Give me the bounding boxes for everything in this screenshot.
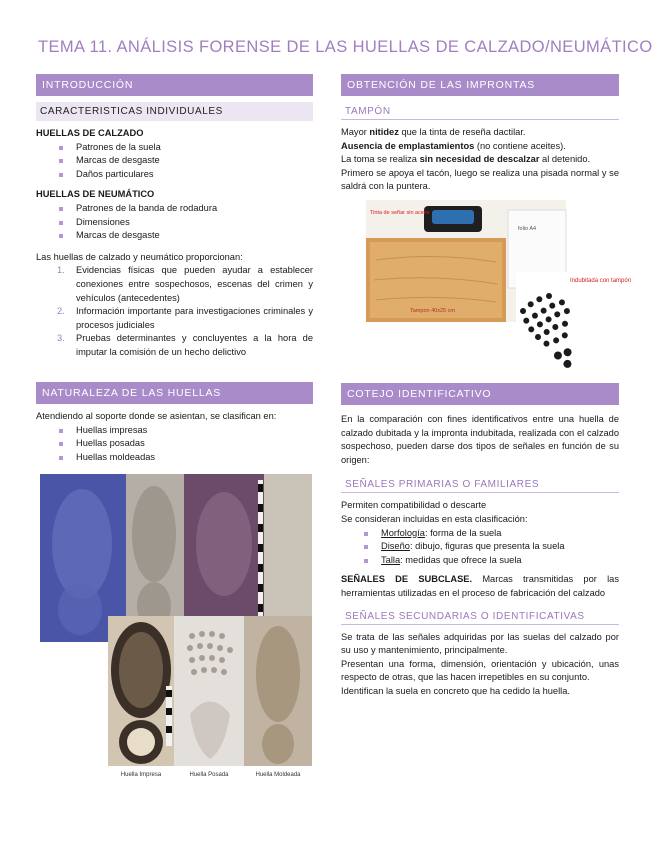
primarias-line-2: Se consideran incluidas en esta clasificación:	[341, 513, 528, 524]
subclase-text: SEÑALES DE SUBCLASE. Marcas transmitidas por las herramientas utilizadas en el proceso de fabricación del calzado	[341, 574, 619, 598]
tampon-photo	[366, 200, 632, 372]
section-band-naturaleza: NATURALEZA DE LAS HUELLAS	[36, 382, 313, 404]
subhead-tampon: TAMPÓN	[341, 106, 619, 120]
label-tinta: Tinta de señar sin aceite	[370, 210, 430, 216]
left-column	[36, 74, 313, 360]
proporcionan-text: Las huellas de calzado y neumático proporcionan:	[36, 251, 243, 262]
list-item: Huellas posadas	[76, 437, 313, 451]
tampon-line-2: Ausencia de emplastamientos (no contiene aceites).	[341, 140, 566, 151]
list-item: Marcas de desgaste	[76, 154, 313, 168]
secundarias-line-3: Identifican la suela en concreto que ha cedido la huella.	[341, 685, 570, 696]
naturaleza-section	[36, 382, 313, 464]
subhead-primarias: SEÑALES PRIMARIAS O FAMILIARES	[341, 479, 619, 493]
primarias-line-1: Permiten compatibilidad o descarte	[341, 500, 487, 511]
atendiendo-text: Atendiendo al soporte donde se asientan, se clasifican en:	[36, 411, 277, 421]
subband-caracteristicas: CARACTERISTICAS INDIVIDUALES	[36, 102, 313, 121]
section-band-cotejo: COTEJO IDENTIFICATIVO	[341, 383, 619, 405]
heading-huellas-calzado: HUELLAS DE CALZADO	[36, 128, 144, 138]
list-item: Talla: medidas que ofrece la suela	[381, 554, 619, 568]
caption-huella-impresa: Huella Impresa	[120, 772, 162, 778]
heading-huellas-neumatico: HUELLAS DE NEUMÁTICO	[36, 189, 155, 200]
label-folio: folio A4	[518, 226, 537, 232]
caption-huella-moldeada: Huella Moldeada	[255, 772, 301, 778]
list-item: Patrones de la banda de rodadura	[76, 202, 313, 216]
label-indubitada: Indubitada con tampón	[570, 278, 632, 284]
subhead-secundarias: SEÑALES SECUNDARIAS O IDENTIFICATIVAS	[341, 611, 619, 625]
list-item: 1. Evidencias físicas que pueden ayudar a establecer conexiones entre sospechosos, escenas del crimen y vehículos (antecedentes)	[57, 265, 313, 303]
list-neumatico	[36, 202, 313, 243]
obtencion-section	[341, 74, 619, 194]
label-tampon: Tampon 40x25 cm	[410, 308, 455, 314]
numbered-list	[36, 264, 313, 359]
secundarias-line-2: Presentan una forma, dimensión, orientación y ubicación, unas respecto de otras, que las hacen irrepetibles en su conjunto.	[341, 658, 619, 683]
cotejo-text: En la comparación con fines identificativos entre una huella de calzado dubitada y la impronta indubitada, realizada con el calzado sospechoso, pueden darse dos tipos de señales en función de su origen:	[341, 414, 619, 465]
tampon-line-4: Primero se apoya el tacón, luego se realiza una pisada normal y se saldrá con la puntera.	[341, 167, 619, 192]
list-item: Morfología: forma de la suela	[381, 527, 619, 541]
list-item: Huellas moldeadas	[76, 451, 313, 465]
tampon-line-1: Mayor nitidez que la tinta de reseña dactilar.	[341, 127, 526, 137]
list-item: Patrones de la suela	[76, 141, 313, 155]
list-item: Dimensiones	[76, 216, 313, 230]
list-calzado	[36, 141, 313, 182]
list-primarias	[341, 527, 619, 568]
secundarias-line-1: Se trata de las señales adquiridas por las suelas del calzado por su uso y mantenimiento, principalmente.	[341, 631, 619, 656]
list-item: Daños particulares	[76, 168, 313, 182]
section-band-introduccion: INTRODUCCIÓN	[36, 74, 313, 96]
list-item: Huellas impresas	[76, 424, 313, 438]
tampon-image	[366, 200, 632, 372]
tampon-line-3: La toma se realiza sin necesidad de descalzar al detenido.	[341, 154, 591, 165]
cotejo-section	[341, 383, 619, 699]
list-item: 3. Pruebas determinantes y concluyentes a la hora de imputar la comisión de un hecho delictivo	[57, 333, 313, 357]
page-title: TEMA 11. ANÁLISIS FORENSE DE LAS HUELLAS DE CALZADO/NEUMÁTICO	[38, 38, 653, 56]
list-item: 2. Información importante para investigaciones criminales y procesos judiciales	[57, 306, 313, 330]
footprint-types-photo	[40, 474, 312, 780]
section-band-obtencion: OBTENCIÓN DE LAS IMPRONTAS INDUBITADAS	[341, 74, 619, 96]
footprint-types-image	[40, 474, 312, 780]
list-naturaleza	[36, 424, 313, 465]
list-item: Marcas de desgaste	[76, 229, 313, 243]
caption-huella-posada: Huella Posada	[189, 772, 229, 778]
list-item: Diseño: dibujo, figuras que presenta la suela	[381, 540, 619, 554]
